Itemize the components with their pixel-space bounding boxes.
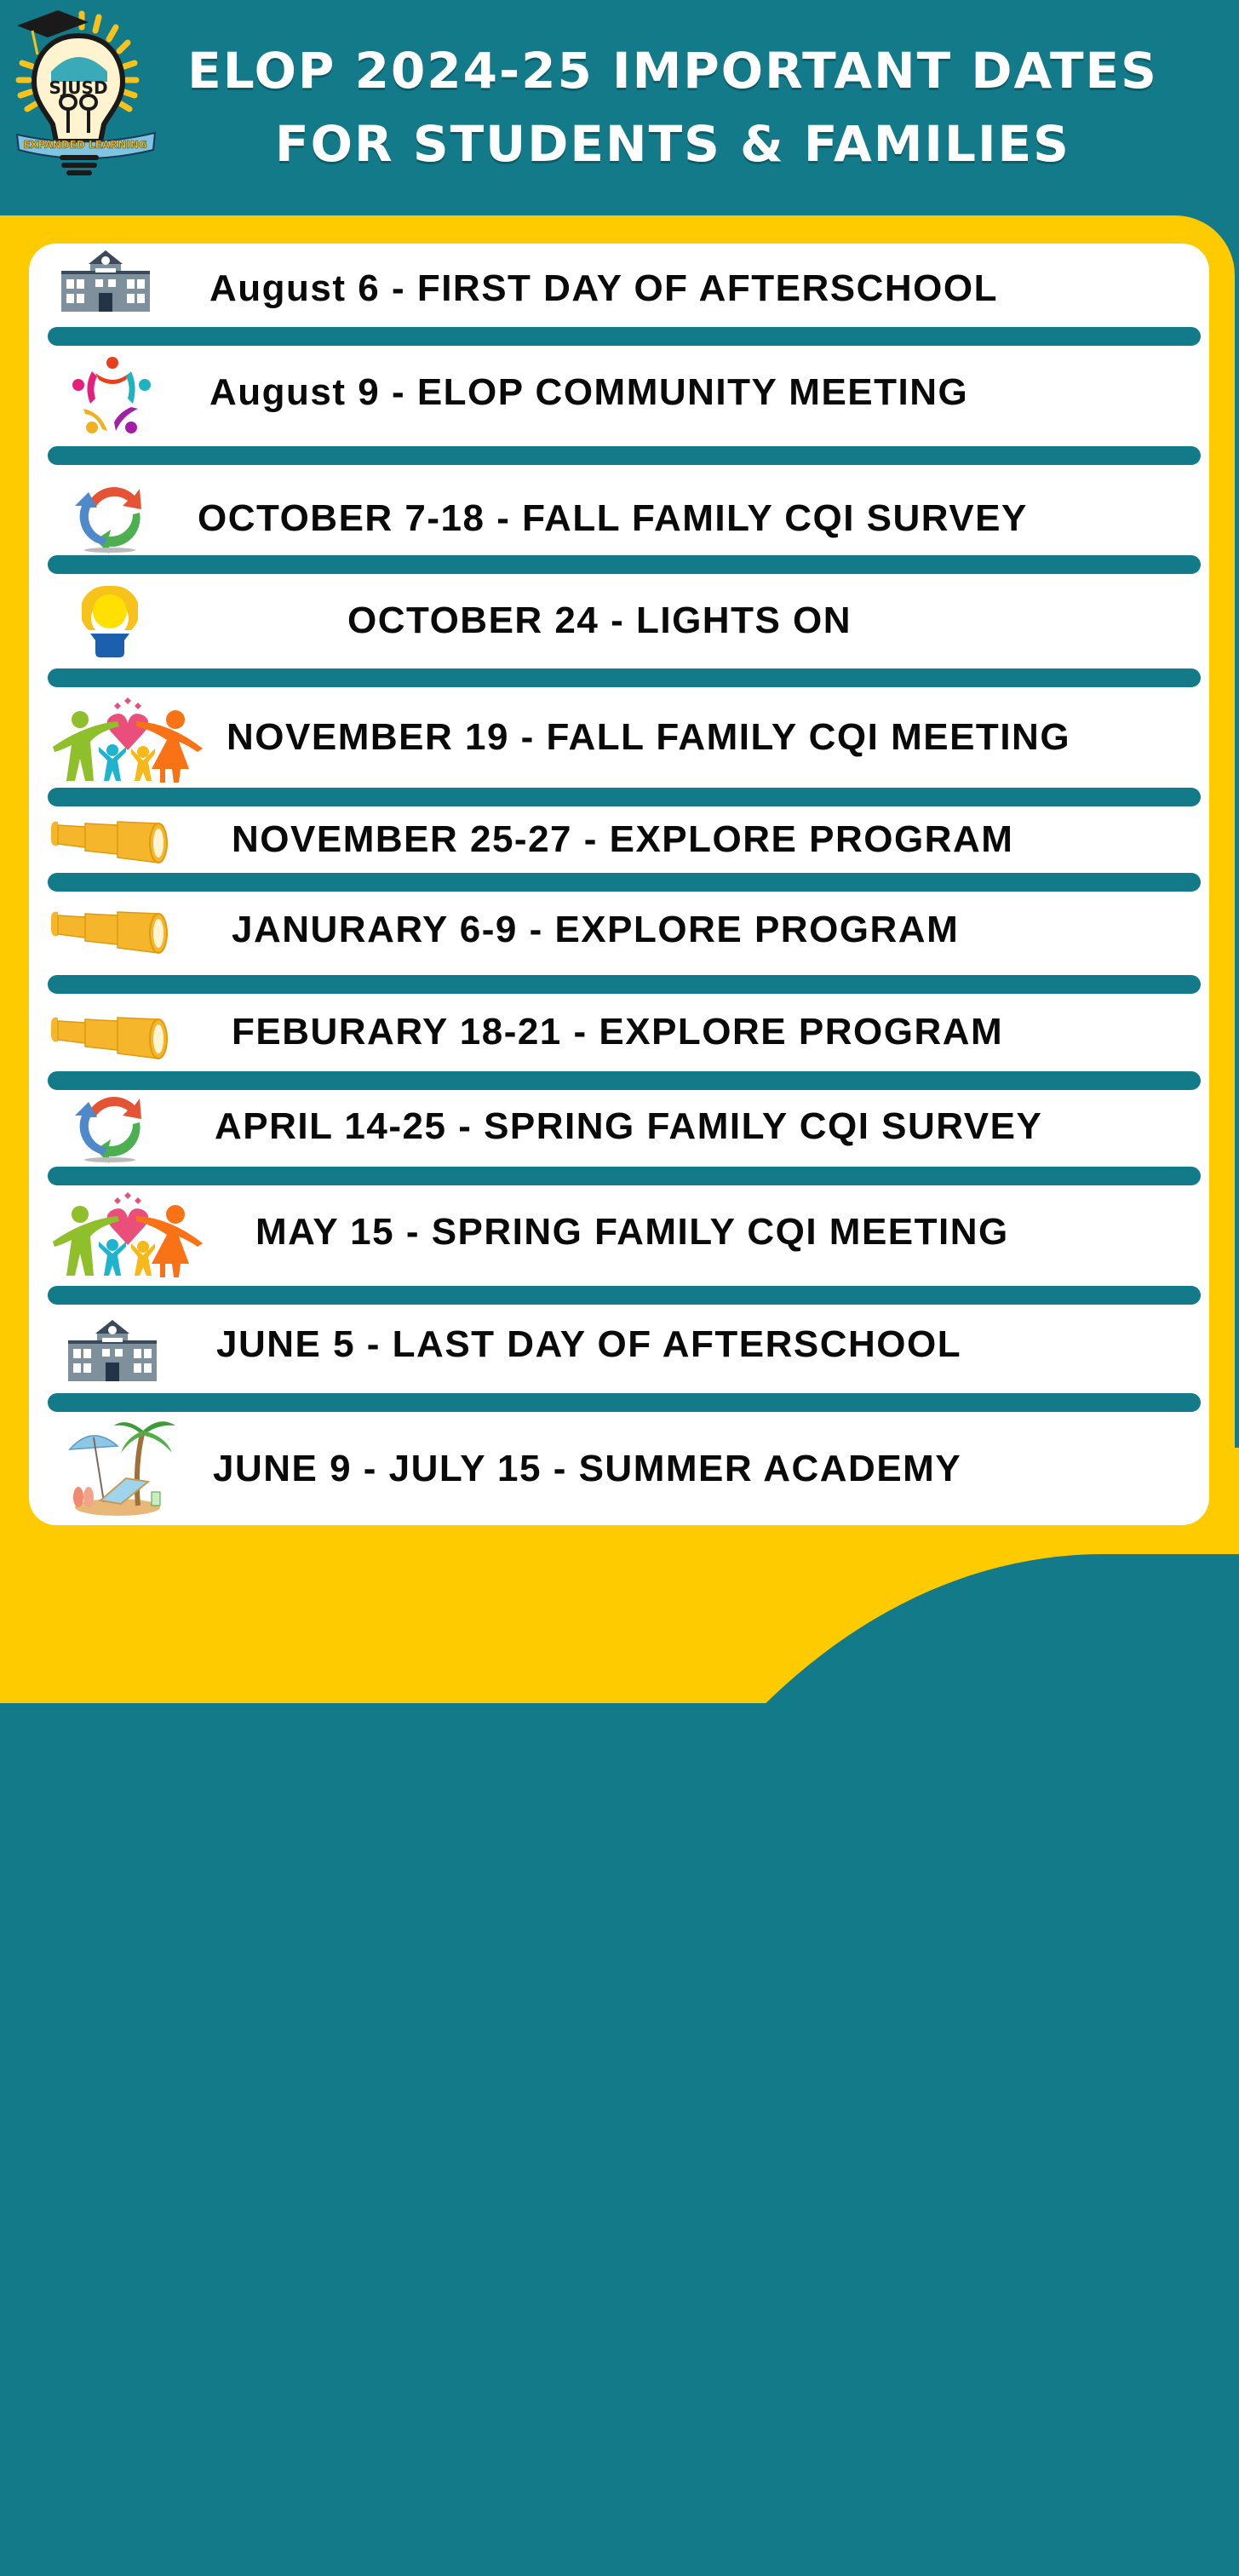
event-label: JANURARY 6-9 - EXPLORE PROGRAM [232,909,960,950]
beach-palm-icon [66,1412,177,1517]
school-building-icon [60,247,152,315]
event-label: OCTOBER 24 - LIGHTS ON [347,600,852,641]
event-row [29,687,1209,788]
row-separator [48,873,1201,892]
event-label: OCTOBER 7-18 - FALL FAMILY CQI SURVEY [198,497,1028,539]
school-building-icon [66,1317,158,1385]
row-separator [48,1393,1201,1412]
row-separator [48,975,1201,994]
family-heart-icon [51,694,204,788]
row-separator [48,1286,1201,1305]
event-row [29,247,1209,327]
assess-plan-improve-cycle-icon [72,480,148,554]
event-row [29,574,1209,668]
family-heart-icon [51,1189,204,1282]
event-row [29,1090,1209,1167]
event-row [29,465,1209,555]
assess-plan-improve-cycle-icon [72,1090,148,1163]
event-row [29,1185,1209,1286]
row-separator [48,1167,1201,1185]
page-title [153,34,1192,181]
bottom-teal-curve-decoration [507,1554,1239,2576]
row-separator [48,1071,1201,1090]
event-row [29,1412,1209,1521]
row-separator [48,327,1201,346]
row-separator [48,555,1201,574]
title-line-1: ELOP 2024-25 IMPORTANT DATES [187,42,1158,100]
lightbulb-icon [82,584,138,659]
row-separator [48,788,1201,806]
event-label: APRIL 14-25 - SPRING FAMILY CQI SURVEY [215,1105,1043,1147]
event-row [29,806,1209,873]
event-label: August 6 - FIRST DAY OF AFTERSCHOOL [209,267,999,309]
event-label: August 9 - ELOP COMMUNITY MEETING [209,371,969,413]
event-row [29,1305,1209,1393]
logo-banner-text: EXPANDED LEARNING [23,139,147,151]
telescope-icon [48,817,175,868]
event-label: FEBURARY 18-21 - EXPLORE PROGRAM [232,1011,1004,1053]
event-label: JUNE 9 - JULY 15 - SUMMER ACADEMY [213,1448,962,1489]
row-separator [48,446,1201,465]
telescope-icon [48,1013,175,1064]
event-label: NOVEMBER 25-27 - EXPLORE PROGRAM [232,818,1014,860]
title-line-2: FOR STUDENTS & FAMILIES [275,115,1070,173]
logo-acronym: SJUSD [49,77,108,98]
row-separator [48,668,1201,687]
community-circle-icon [70,356,155,437]
event-row [29,892,1209,975]
event-row [29,346,1209,446]
event-label: NOVEMBER 19 - FALL FAMILY CQI MEETING [227,716,1071,758]
event-label: JUNE 5 - LAST DAY OF AFTERSCHOOL [216,1323,962,1365]
event-row [29,994,1209,1071]
telescope-icon [48,907,175,958]
event-label: MAY 15 - SPRING FAMILY CQI MEETING [255,1211,1009,1253]
